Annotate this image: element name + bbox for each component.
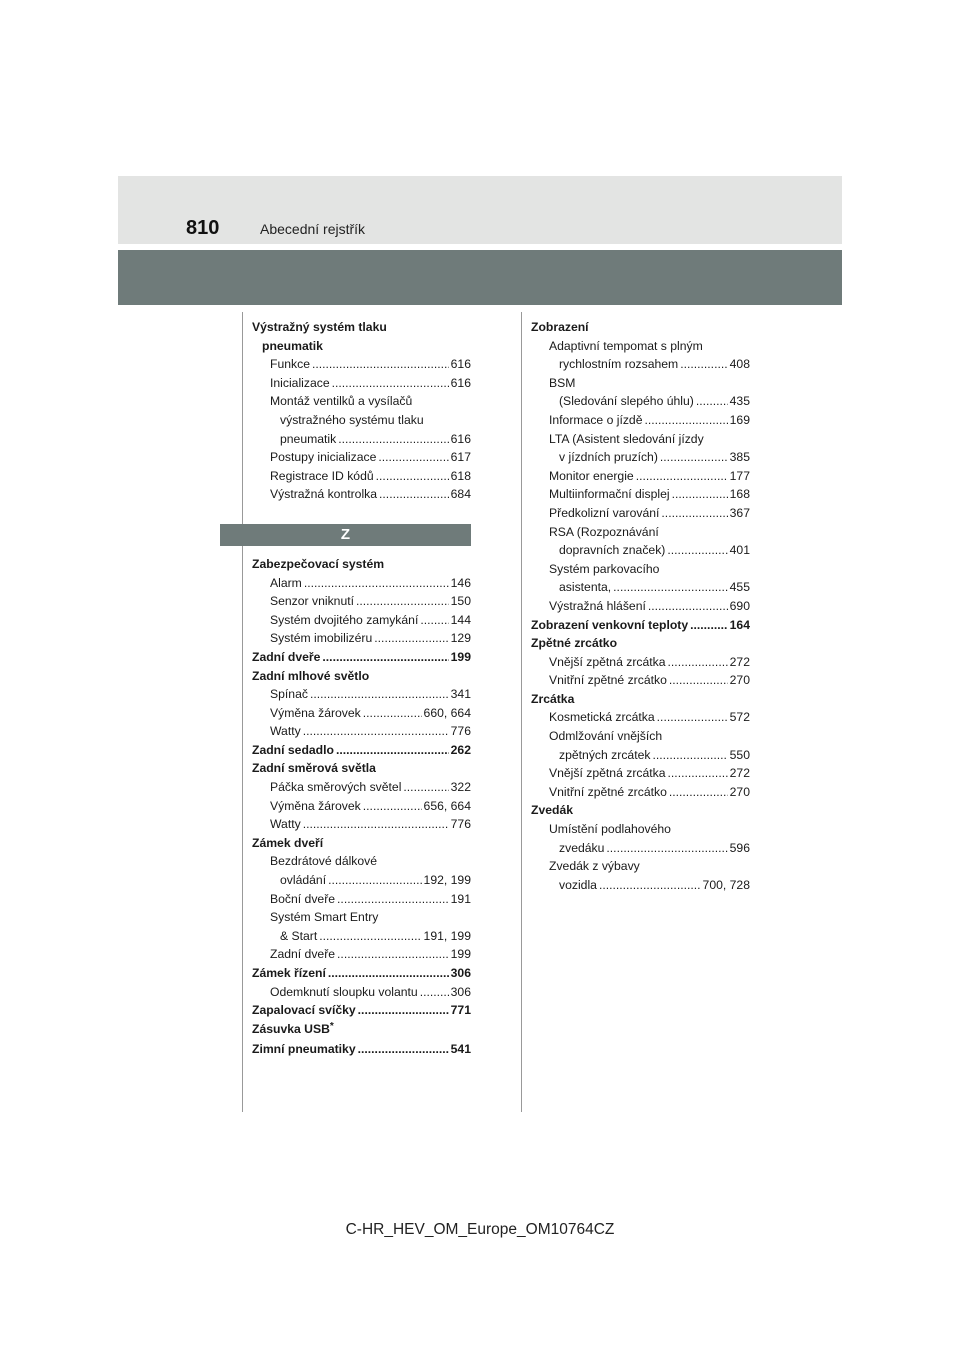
entry-term: Zadní sedadlo [252, 742, 334, 757]
entry-page-ref: 306 [450, 966, 471, 980]
index-entry [531, 690, 750, 709]
entry-term: Zapalovací svíčky [252, 1003, 356, 1018]
dot-leader [636, 467, 728, 486]
entry-term: Zabezpečovací systém [252, 556, 385, 571]
dot-leader [328, 964, 449, 983]
index-entry [252, 704, 471, 723]
document-code: C-HR_HEV_OM_Europe_OM10764CZ [345, 1221, 615, 1238]
entry-page-ref: 550 [729, 747, 750, 762]
entry-term: Informace o jízdě [549, 412, 643, 427]
entry-term: Zámek řízení [252, 966, 326, 980]
dot-leader [672, 485, 728, 504]
entry-term: Alarm [270, 575, 302, 590]
index-entry [531, 616, 750, 635]
index-entry [531, 671, 750, 690]
index-entry [252, 945, 471, 964]
index-entry [252, 574, 471, 593]
entry-term: Vnitřní zpětné zrcátko [549, 784, 667, 799]
index-entry [252, 374, 471, 393]
header-band [118, 176, 842, 244]
entry-page-ref: 616 [450, 431, 471, 446]
entry-term: BSM [549, 375, 576, 390]
entry-term: Kosmetická zrcátka [549, 710, 655, 725]
dot-leader [312, 355, 449, 374]
index-entry [531, 355, 750, 374]
page-number: 810 [186, 217, 220, 239]
dot-leader [303, 815, 449, 834]
index-entry [252, 1040, 471, 1059]
index-entry [531, 876, 750, 895]
index-entry [252, 852, 471, 871]
index-entry [531, 708, 750, 727]
dot-leader [358, 1001, 449, 1020]
index-entry [531, 653, 750, 672]
entry-term: Adaptivní tempomat s plným [549, 338, 703, 353]
entry-page-ref: 169 [729, 412, 750, 427]
entry-page-ref: 150 [450, 594, 471, 609]
index-entry [252, 741, 471, 760]
index-entry [531, 523, 750, 542]
section-title: Abecední rejstřík [260, 221, 366, 237]
entry-term: Výstražná kontrolka [270, 487, 378, 502]
entry-term: Systém imobilizéru [270, 631, 373, 646]
entry-term: Zámek dveří [252, 835, 324, 850]
index-entry [252, 1020, 471, 1041]
index-entry [531, 578, 750, 597]
entry-term: Watty [270, 817, 301, 832]
dot-leader [322, 648, 448, 667]
index-group-z [252, 555, 471, 1059]
entry-page-ref: 199 [450, 947, 471, 962]
entry-page-ref: 306 [450, 984, 471, 999]
entry-page-ref: 776 [450, 724, 471, 739]
entry-term: vozidla [559, 877, 597, 892]
index-entry [252, 983, 471, 1002]
entry-page-ref: 684 [450, 487, 471, 502]
index-entry [252, 648, 471, 667]
dot-leader [606, 839, 727, 858]
index-entry [252, 927, 471, 946]
dot-leader [668, 764, 728, 783]
dot-leader [661, 504, 727, 523]
index-entry [252, 964, 471, 983]
index-entry [531, 560, 750, 579]
entry-term: RSA (Rozpoznávání [549, 524, 659, 539]
index-entry [531, 504, 750, 523]
index-entry [531, 727, 750, 746]
entry-term: Systém parkovacího [549, 561, 660, 576]
entry-page-ref: 776 [450, 817, 471, 832]
column-divider-left [242, 312, 243, 1112]
entry-page-ref: 199 [450, 649, 471, 664]
index-entry [252, 411, 471, 430]
index-group-zobrazeni [531, 318, 750, 894]
dot-leader [337, 945, 449, 964]
entry-term: Zadní mlhové světlo [252, 668, 370, 683]
dot-leader [332, 374, 449, 393]
dot-leader [690, 616, 728, 635]
entry-page-ref: 572 [729, 710, 750, 725]
index-entry [252, 355, 471, 374]
entry-term: Odmlžování vnějších [549, 729, 663, 744]
dot-leader [652, 746, 727, 765]
entry-term: Vnější zpětná zrcátka [549, 766, 666, 781]
entry-term: Předkolizní varování [549, 505, 660, 520]
dot-leader [378, 448, 448, 467]
dot-leader [374, 629, 448, 648]
index-entry [531, 485, 750, 504]
entry-term: Postupy inicializace [270, 450, 377, 465]
entry-term: Bezdrátové dálkové [270, 854, 378, 869]
entry-page-ref: 700, 728 [702, 877, 750, 892]
index-entry [252, 834, 471, 853]
entry-page-ref: 341 [450, 687, 471, 702]
index-entry [531, 764, 750, 783]
index-entry [252, 871, 471, 890]
entry-page-ref: 616 [450, 375, 471, 390]
entry-term: LTA (Asistent sledování jízdy [549, 431, 704, 446]
index-entry [252, 778, 471, 797]
column-divider-right [521, 312, 522, 1112]
entry-page-ref: 272 [729, 766, 750, 781]
index-entry [531, 430, 750, 449]
index-entry [252, 337, 471, 356]
index-entry [531, 392, 750, 411]
entry-page-ref: 270 [729, 784, 750, 799]
index-entry [252, 1001, 471, 1020]
entry-page-ref: 408 [729, 357, 750, 372]
entry-page-ref: 322 [450, 780, 471, 795]
header-dark-band [118, 250, 842, 305]
entry-page-ref: 144 [450, 612, 471, 627]
dot-leader [356, 592, 449, 611]
entry-page-ref: 270 [729, 673, 750, 688]
entry-term: Systém Smart Entry [270, 910, 379, 925]
dot-leader [420, 611, 448, 630]
entry-term: Zrcátka [531, 691, 575, 706]
index-entry [531, 801, 750, 820]
entry-term: Funkce [270, 357, 310, 372]
dot-leader [358, 1040, 449, 1059]
entry-page-ref: 262 [450, 742, 471, 757]
dot-leader [336, 741, 449, 760]
index-entry [252, 467, 471, 486]
entry-term: Zimní pneumatiky [252, 1042, 356, 1057]
dot-leader [304, 574, 449, 593]
entry-term: Páčka směrových světel [270, 780, 402, 795]
entry-term: Výměna žárovek [270, 705, 361, 720]
dot-leader [613, 578, 727, 597]
entry-term: Výměna žárovek [270, 798, 361, 813]
dot-leader [420, 983, 449, 1002]
entry-term: Zadní dveře [252, 649, 321, 664]
entry-term: Vnitřní zpětné zrcátko [549, 673, 667, 688]
entry-term: Multiinformační displej [549, 487, 670, 502]
dot-leader [680, 355, 727, 374]
entry-page-ref: 191, 199 [423, 928, 471, 943]
entry-term: Zpětné zrcátko [531, 636, 618, 651]
index-entry [252, 759, 471, 778]
index-entry [252, 485, 471, 504]
entry-term: rychlostním rozsahem [559, 357, 679, 372]
dot-leader [363, 704, 422, 723]
letter-heading-z: Z [220, 524, 471, 546]
entry-term: Boční dveře [270, 891, 336, 906]
index-entry [531, 820, 750, 839]
dot-leader [319, 927, 421, 946]
footnote-marker: * [329, 1020, 334, 1032]
entry-page-ref: 656, 664 [423, 798, 471, 813]
entry-term: Výstražná hlášení [549, 598, 646, 613]
entry-term: dopravních značek) [559, 543, 666, 558]
index-entry [531, 374, 750, 393]
entry-term: Zvedák [531, 803, 574, 818]
entry-term: Systém dvojitého zamykání [270, 612, 419, 627]
entry-term: Inicializace [270, 375, 330, 390]
index-entry [531, 634, 750, 653]
entry-term: Výstražný systém tlaku [252, 320, 387, 334]
index-entry [531, 318, 750, 337]
entry-term: Senzor vniknutí [270, 594, 355, 609]
entry-page-ref: 129 [450, 631, 471, 646]
entry-term: & Start [280, 928, 318, 943]
index-entry [531, 857, 750, 876]
entry-page-ref: 385 [729, 450, 750, 465]
dot-leader [376, 467, 449, 486]
entry-term: pneumatik [280, 431, 337, 446]
index-entry [252, 722, 471, 741]
index-entry [531, 839, 750, 858]
entry-page-ref: 618 [450, 468, 471, 483]
entry-term: Monitor energie [549, 468, 634, 483]
index-entry [252, 392, 471, 411]
entry-term: Zobrazení [531, 320, 589, 334]
entry-term: pneumatik [262, 338, 323, 353]
dot-leader [667, 541, 727, 560]
entry-term: Zvedák z výbavy [549, 859, 640, 874]
entry-page-ref: 660, 664 [423, 705, 471, 720]
dot-leader [328, 871, 421, 890]
dot-leader [644, 411, 727, 430]
entry-term: Zadní dveře [270, 947, 336, 962]
index-entry [531, 783, 750, 802]
entry-term: Registrace ID kódů [270, 468, 374, 483]
entry-page-ref: 367 [729, 505, 750, 520]
dot-leader [648, 597, 728, 616]
dot-leader [668, 653, 728, 672]
index-entry [252, 685, 471, 704]
entry-term: Zobrazení venkovní teploty [531, 617, 689, 632]
index-entry [531, 411, 750, 430]
index-entry [252, 592, 471, 611]
entry-page-ref: 401 [729, 543, 750, 558]
entry-page-ref: 617 [450, 450, 471, 465]
entry-page-ref: 596 [729, 840, 750, 855]
entry-term: Vnější zpětná zrcátka [549, 654, 666, 669]
entry-page-ref: 616 [450, 357, 471, 372]
index-entry [252, 430, 471, 449]
entry-page-ref: 272 [729, 654, 750, 669]
index-entry [531, 597, 750, 616]
dot-leader [660, 448, 728, 467]
index-entry [252, 908, 471, 927]
entry-term: Zásuvka USB [252, 1021, 330, 1036]
dot-leader [403, 778, 448, 797]
entry-page-ref: 690 [729, 598, 750, 613]
entry-page-ref: 146 [450, 575, 471, 590]
entry-page-ref: 192, 199 [423, 873, 471, 888]
dot-leader [338, 430, 448, 449]
entry-term: (Sledování slepého úhlu) [559, 394, 694, 409]
entry-term: Watty [270, 724, 301, 739]
entry-term: výstražného systému tlaku [280, 412, 424, 427]
dot-leader [379, 485, 449, 504]
index-entry [531, 467, 750, 486]
entry-page-ref: 177 [729, 468, 750, 483]
entry-term: Odemknutí sloupku volantu [270, 984, 418, 999]
dot-leader [363, 797, 422, 816]
entry-term: Spínač [270, 687, 308, 702]
index-entry [531, 448, 750, 467]
index-entry [252, 797, 471, 816]
entry-page-ref: 455 [729, 580, 750, 595]
index-entry [252, 667, 471, 686]
entry-term: asistenta, [559, 580, 612, 595]
entry-page-ref: 435 [729, 394, 750, 409]
index-column-left [252, 318, 471, 1059]
entry-term: zvedáku [559, 840, 605, 855]
dot-leader [303, 722, 449, 741]
dot-leader [669, 783, 728, 802]
entry-term: Montáž ventilků a vysílačů [270, 394, 413, 409]
dot-leader [657, 708, 728, 727]
entry-page-ref: 541 [450, 1042, 471, 1057]
dot-leader [696, 392, 728, 411]
dot-leader [599, 876, 701, 895]
entry-term: ovládání [280, 873, 327, 888]
entry-term: zpětných zrcátek [559, 747, 651, 762]
index-entry [531, 337, 750, 356]
index-entry [531, 746, 750, 765]
index-entry [252, 555, 471, 574]
index-entry [252, 815, 471, 834]
index-column-right [531, 318, 750, 894]
index-entry [252, 611, 471, 630]
entry-term: Umístění podlahového [549, 822, 671, 837]
index-entry [252, 629, 471, 648]
index-entry [252, 890, 471, 909]
entry-page-ref: 771 [450, 1003, 471, 1018]
entry-term: Zadní směrová světla [252, 761, 376, 776]
index-entry [252, 318, 471, 337]
entry-page-ref: 191 [450, 891, 471, 906]
dot-leader [669, 671, 728, 690]
entry-page-ref: 164 [729, 617, 750, 632]
index-entry [252, 448, 471, 467]
dot-leader [310, 685, 449, 704]
dot-leader [337, 890, 449, 909]
index-entry [531, 541, 750, 560]
entry-page-ref: 168 [729, 487, 750, 502]
index-group-v [252, 318, 471, 504]
entry-term: v jízdních pruzích) [559, 450, 658, 465]
